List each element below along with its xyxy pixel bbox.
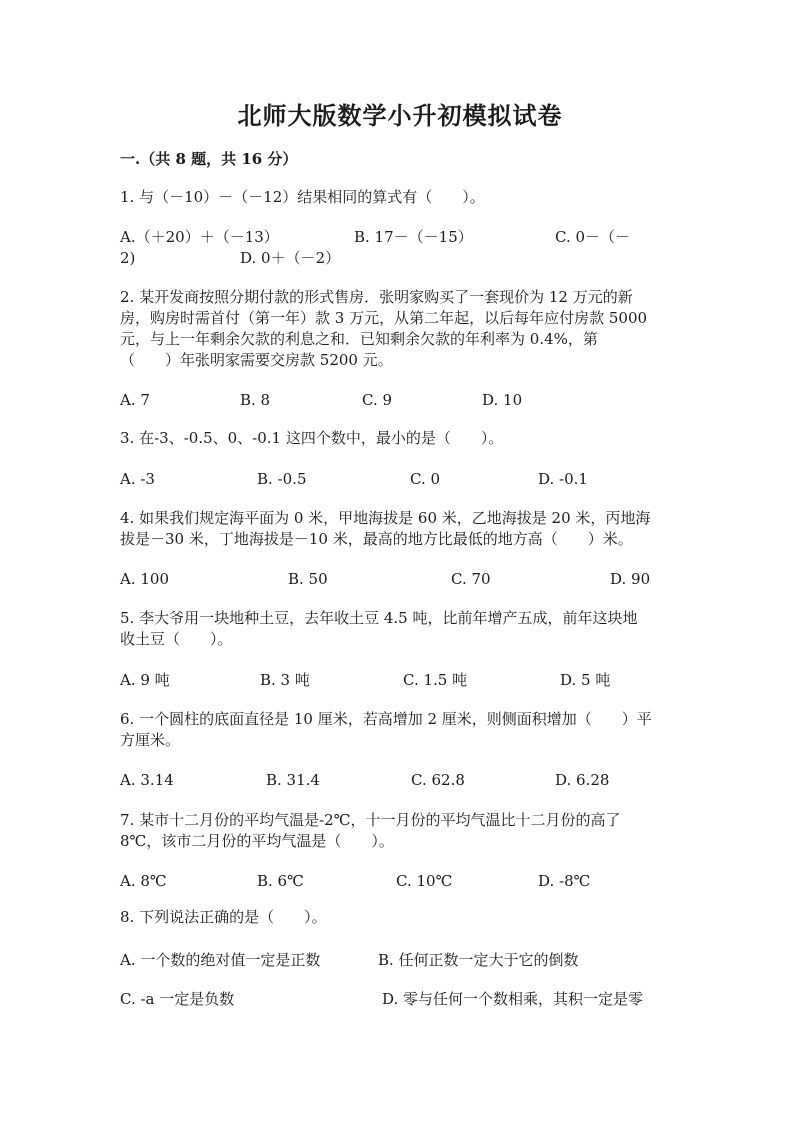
question-2-option-c: C. 9: [362, 391, 393, 409]
question-6-option-d: D. 6.28: [555, 771, 610, 789]
question-1-option-c: C. 0－（－: [555, 228, 631, 246]
section-heading: 一.（共 8 题，共 16 分）: [120, 150, 298, 168]
question-6-option-c: C. 62.8: [411, 771, 465, 789]
question-1-option-b: B. 17－（－15）: [354, 228, 473, 246]
question-1-line-1: 1. 与（－10）－（－12）结果相同的算式有（ ）。: [120, 188, 485, 206]
question-4-line-1: 4. 如果我们规定海平面为 0 米，甲地海拔是 60 米，乙地海拔是 20 米，丙地海: [120, 509, 651, 527]
question-7: [120, 810, 680, 852]
question-4-option-a: A. 100: [120, 570, 169, 588]
question-8: [120, 907, 680, 928]
question-1-option-d: D. 0＋（－2）: [240, 249, 341, 267]
question-6-option-b: B. 31.4: [266, 771, 320, 789]
question-8-option-b: B. 任何正数一定大于它的倒数: [378, 951, 579, 969]
exam-title: 北师大版数学小升初模拟试卷: [237, 101, 563, 130]
question-3-option-b: B. -0.5: [257, 470, 307, 488]
question-1-option-c-cont: 2): [120, 249, 136, 267]
question-6-line-1: 6. 一个圆柱的底面直径是 10 厘米，若高增加 2 厘米，则侧面积增加（ ）平: [120, 710, 652, 728]
question-6-line-2: 方厘米。: [120, 731, 181, 749]
question-7-option-a: A. 8℃: [120, 872, 167, 890]
question-6: [120, 709, 680, 751]
question-2-option-a: A. 7: [120, 391, 150, 409]
question-4-option-b: B. 50: [288, 570, 328, 588]
question-7-option-b: B. 6℃: [257, 872, 304, 890]
question-2-option-b: B. 8: [240, 391, 271, 409]
question-5-option-c: C. 1.5 吨: [403, 671, 468, 689]
question-2-line-2: 房，购房时需首付（第一年）款 3 万元，从第二年起，以后每年应付房款 5000: [120, 309, 648, 327]
question-5-option-b: B. 3 吨: [260, 671, 310, 689]
question-4-option-c: C. 70: [451, 570, 491, 588]
question-3-line-1: 3. 在-3、-0.5、0、-0.1 这四个数中，最小的是（ ）。: [120, 429, 504, 447]
question-2: [120, 287, 680, 371]
question-2-line-4: （ ）年张明家需要交房款 5200 元。: [120, 351, 393, 369]
question-3-option-d: D. -0.1: [538, 470, 588, 488]
question-5-option-a: A. 9 吨: [120, 671, 170, 689]
question-7-option-d: D. -8℃: [538, 872, 591, 890]
question-3-option-a: A. -3: [120, 470, 155, 488]
question-1-option-a: A.（＋20）＋（－13）: [120, 228, 279, 246]
question-4-option-d: D. 90: [610, 570, 651, 588]
question-1: [120, 187, 680, 208]
question-2-line-1: 2. 某开发商按照分期付款的形式售房．张明家购买了一套现价为 12 万元的新: [120, 288, 633, 306]
question-8-option-d: D. 零与任何一个数相乘，其积一定是零: [382, 990, 644, 1008]
question-2-option-d: D. 10: [482, 391, 523, 409]
question-8-line-1: 8. 下列说法正确的是（ ）。: [120, 908, 327, 926]
question-5-line-1: 5. 李大爷用一块地种土豆，去年收土豆 4.5 吨，比前年增产五成，前年这块地: [120, 609, 638, 627]
question-4-line-2: 拔是－30 米，丁地海拔是－10 米，最高的地方比最低的地方高（ ）米。: [120, 530, 633, 548]
question-3-option-c: C. 0: [410, 470, 441, 488]
question-5-option-d: D. 5 吨: [560, 671, 611, 689]
question-7-option-c: C. 10℃: [396, 872, 453, 890]
question-5-line-2: 收土豆（ ）。: [120, 630, 233, 648]
question-6-option-a: A. 3.14: [120, 771, 174, 789]
question-5: [120, 608, 680, 650]
question-8-option-a: A. 一个数的绝对值一定是正数: [120, 951, 321, 969]
question-8-option-c: C. -a 一定是负数: [120, 990, 235, 1008]
question-7-line-1: 7. 某市十二月份的平均气温是-2℃，十一月份的平均气温比十二月份的高了: [120, 811, 621, 829]
question-2-line-3: 元，与上一年剩余欠款的利息之和．已知剩余欠款的年利率为 0.4%，第: [120, 330, 598, 348]
question-7-line-2: 8℃，该市二月份的平均气温是（ ）。: [120, 832, 394, 850]
question-4: [120, 508, 680, 550]
question-3: [120, 428, 680, 449]
